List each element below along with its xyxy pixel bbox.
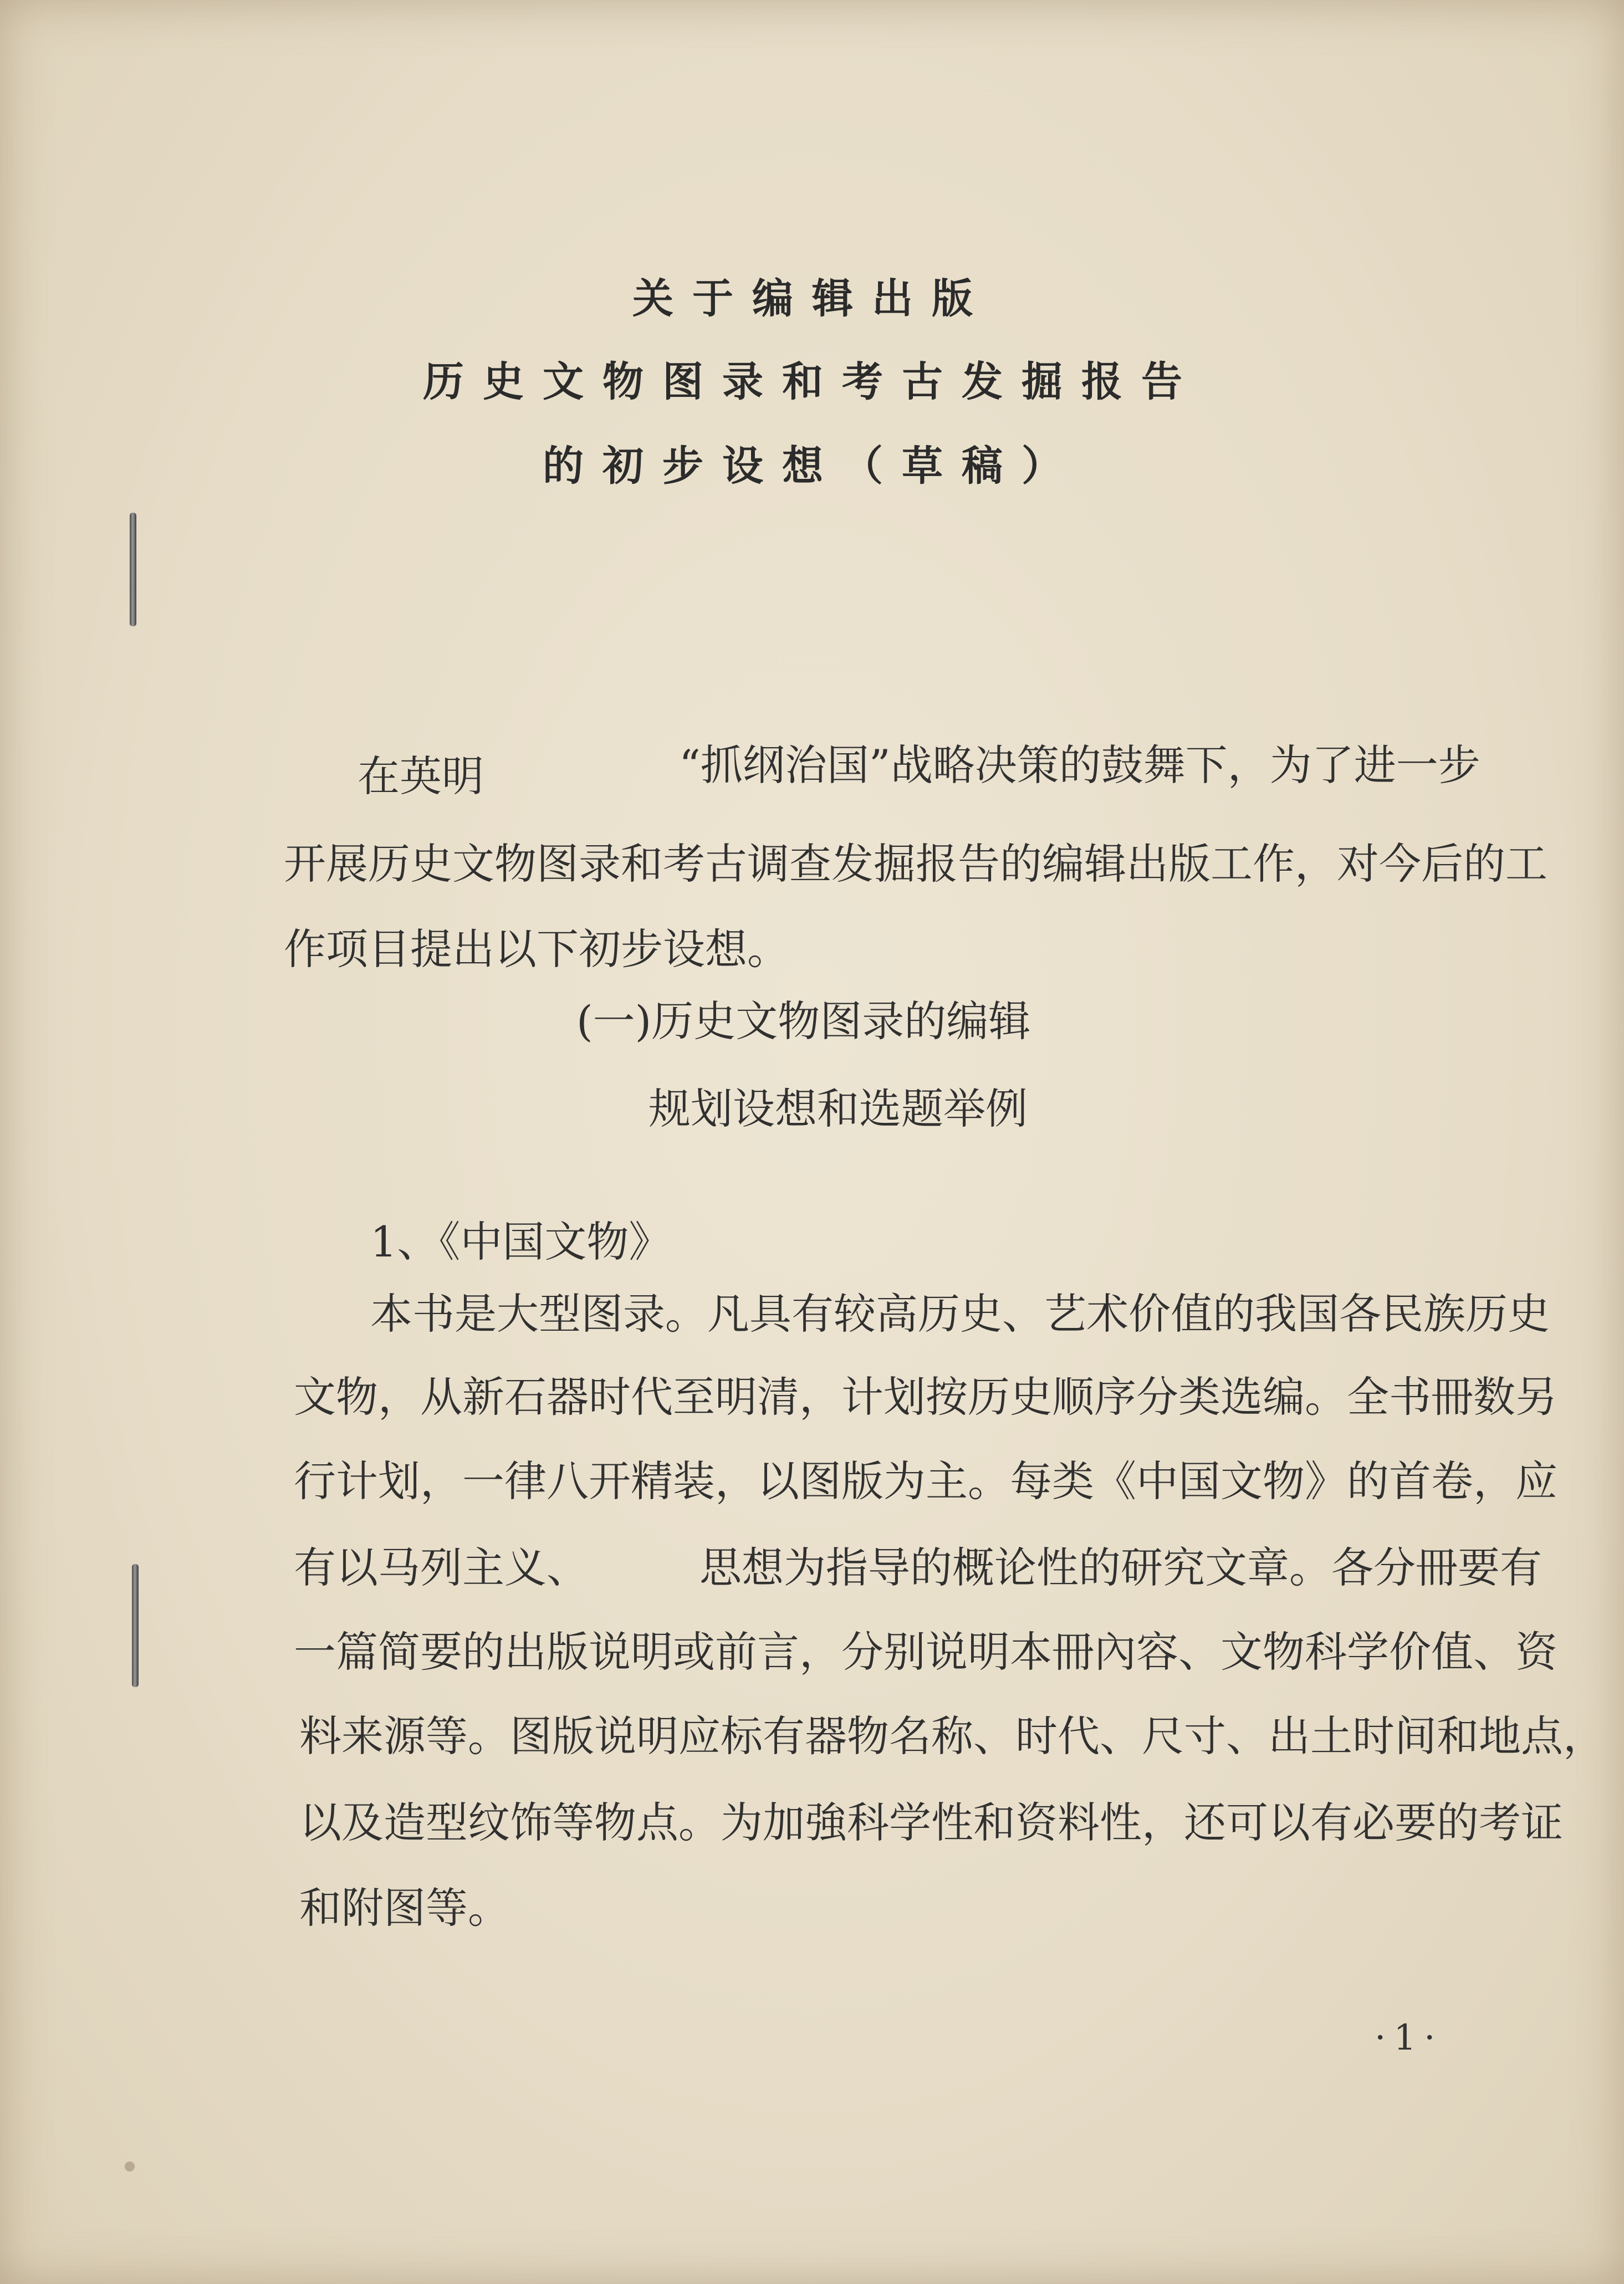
top-staple [130, 513, 136, 626]
item-line-1: 本书是大型图录。凡具有较高历史、艺术价值的我国各民族历史 [370, 1289, 1550, 1338]
item-line-6: 料来源等。图版说明应标有器物名称、时代、尺寸、出土时间和地点， [299, 1711, 1605, 1761]
section-heading-1: (一)历史文物图录的编辑 [576, 997, 1031, 1046]
page-number: ·1· [1375, 2017, 1443, 2058]
item-line-5: 一篇简要的出版说明或前言，分别说明本冊內容、文物科学价值、资 [294, 1627, 1557, 1677]
item-line-8: 和附图等。 [299, 1883, 510, 1933]
bottom-staple [132, 1564, 139, 1687]
title-line-2: 历史文物图录和考古发掘报告 [423, 358, 1201, 406]
item-line-4-start: 有以马列主义、 [294, 1543, 589, 1592]
item-title: 1、《中国文物》 [370, 1217, 671, 1266]
title-line-1: 关于编辑出版 [632, 275, 992, 323]
intro-line-2: 开展历史文物图录和考古调查发掘报告的编辑出版工作，对今后的工 [284, 839, 1548, 888]
item-line-2: 文物，从新石器时代至明清，计划按历史顺序分类选编。全书冊数另 [294, 1372, 1557, 1422]
intro-line-3: 作项目提出以下初步设想。 [284, 924, 789, 974]
paper-spot [125, 2162, 135, 2171]
section-heading-2: 规划设想和选题举例 [648, 1084, 1028, 1133]
title-line-3: 的初步设想（草稿） [543, 442, 1081, 490]
item-line-3: 行计划，一律八开精装，以图版为主。每类《中国文物》的首卷，应 [294, 1457, 1557, 1506]
item-line-4-end: 思想为指导的概论性的研究文章。各分冊要有 [699, 1543, 1542, 1592]
intro-line-1-start: 在英明 [358, 752, 484, 801]
intro-line-1-end: “抓纲治国”战略决策的鼓舞下，为了进一步 [679, 740, 1480, 790]
item-line-7: 以及造型纹饰等物点。为加強科学性和资料性，还可以有必要的考证 [299, 1798, 1563, 1847]
